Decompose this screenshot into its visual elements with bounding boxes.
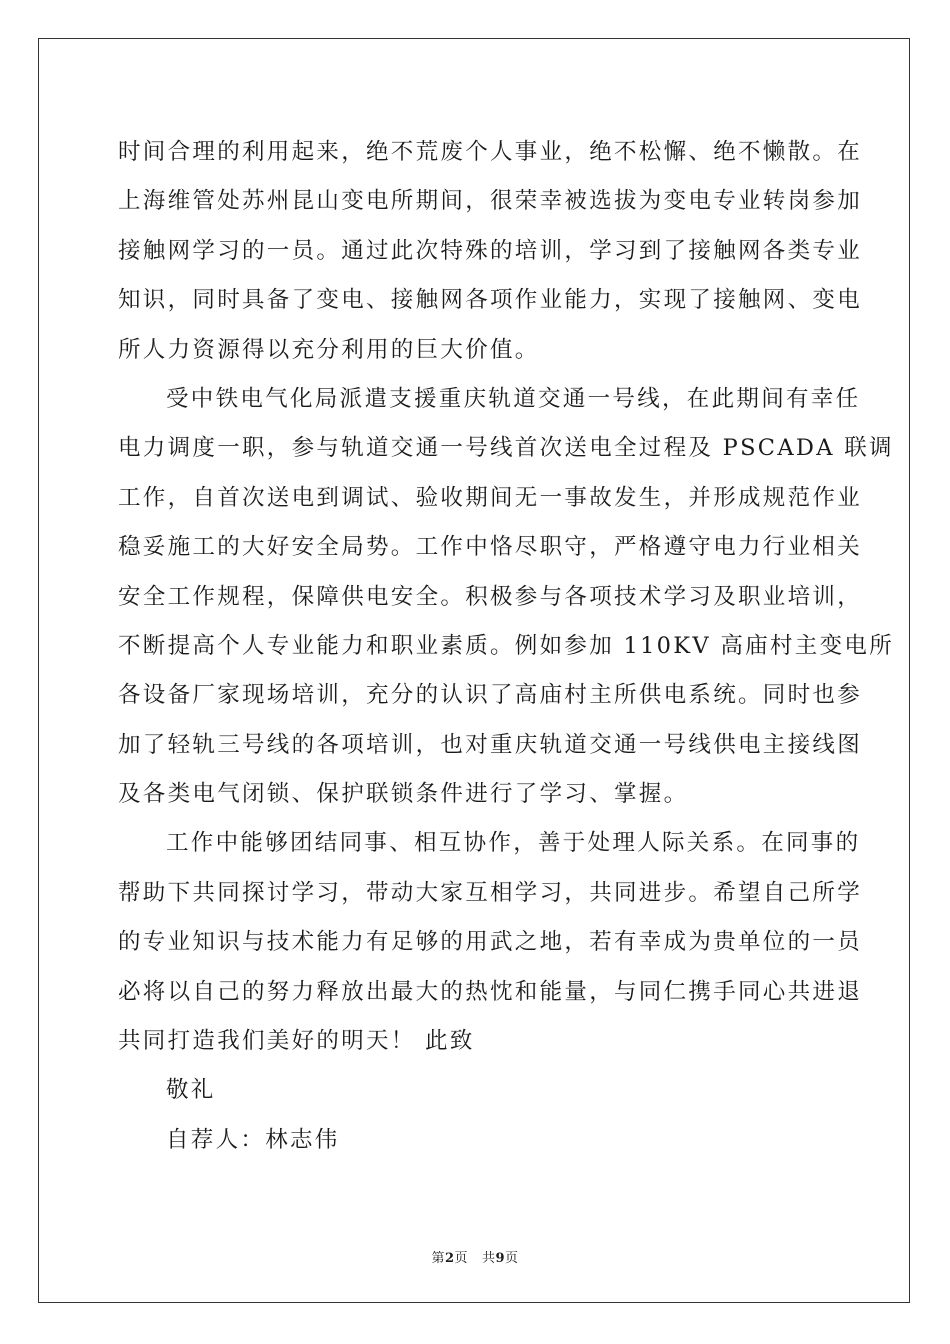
text-line: 工作中能够团结同事、相互协作，善于处理人际关系。在同事的 xyxy=(166,830,861,857)
text-line: 安全工作规程，保障供电安全。积极参与各项技术学习及职业培训， xyxy=(118,583,863,610)
text-line: 工作，自首次送电到调试、验收期间无一事故发生，并形成规范作业 xyxy=(118,484,863,511)
text-line: 各设备厂家现场培训，充分的认识了高庙村主所供电系统。同时也参 xyxy=(118,682,863,709)
total-prefix: 共 xyxy=(481,1251,496,1266)
text-line: 稳妥施工的大好安全局势。工作中恪尽职守，严格遵守电力行业相关 xyxy=(118,534,863,561)
page-suffix: 页 xyxy=(454,1251,469,1266)
closing-line: 共同打造我们美好的明天！ 此致 xyxy=(118,1028,475,1055)
text-line: 接触网学习的一员。通过此次特殊的培训，学习到了接触网各类专业 xyxy=(118,237,863,264)
signature-line: 自荐人：林志伟 xyxy=(166,1126,340,1153)
text-line: 及各类电气闭锁、保护联锁条件进行了学习、掌握。 xyxy=(118,781,689,808)
text-line: 不断提高个人专业能力和职业素质。例如参加 110KV 高庙村主变电所 xyxy=(118,632,895,659)
salutation: 敬礼 xyxy=(166,1077,216,1104)
text-line: 必将以自己的努力释放出最大的热忱和能量，与同仁携手同心共进退 xyxy=(118,978,863,1005)
text-line: 帮助下共同探讨学习，带动大家互相学习，共同进步。希望自己所学 xyxy=(118,879,863,906)
page-footer xyxy=(0,1247,950,1266)
text-line: 所人力资源得以充分利用的巨大价值。 xyxy=(118,336,540,363)
letter-body xyxy=(118,128,895,1165)
text-line: 上海维管处苏州昆山变电所期间，很荣幸被选拔为变电专业转岗参加 xyxy=(118,188,863,215)
text-line: 时间合理的利用起来，绝不荒废个人事业，绝不松懈、绝不懒散。在 xyxy=(118,139,863,165)
text-line: 电力调度一职，参与轨道交通一号线首次送电全过程及 PSCADA 联调 xyxy=(118,435,894,462)
page-number: 2 xyxy=(444,1251,455,1266)
total-pages: 9 xyxy=(495,1251,506,1266)
text-line: 的专业知识与技术能力有足够的用武之地，若有幸成为贵单位的一员 xyxy=(118,929,863,956)
total-suffix: 页 xyxy=(505,1251,519,1266)
text-line: 加了轻轨三号线的各项培训，也对重庆轨道交通一号线供电主接线图 xyxy=(118,731,863,758)
text-line: 知识，同时具备了变电、接触网各项作业能力，实现了接触网、变电 xyxy=(118,287,863,314)
text-line: 受中铁电气化局派遣支援重庆轨道交通一号线，在此期间有幸任 xyxy=(166,385,861,412)
page-prefix: 第 xyxy=(431,1251,445,1266)
